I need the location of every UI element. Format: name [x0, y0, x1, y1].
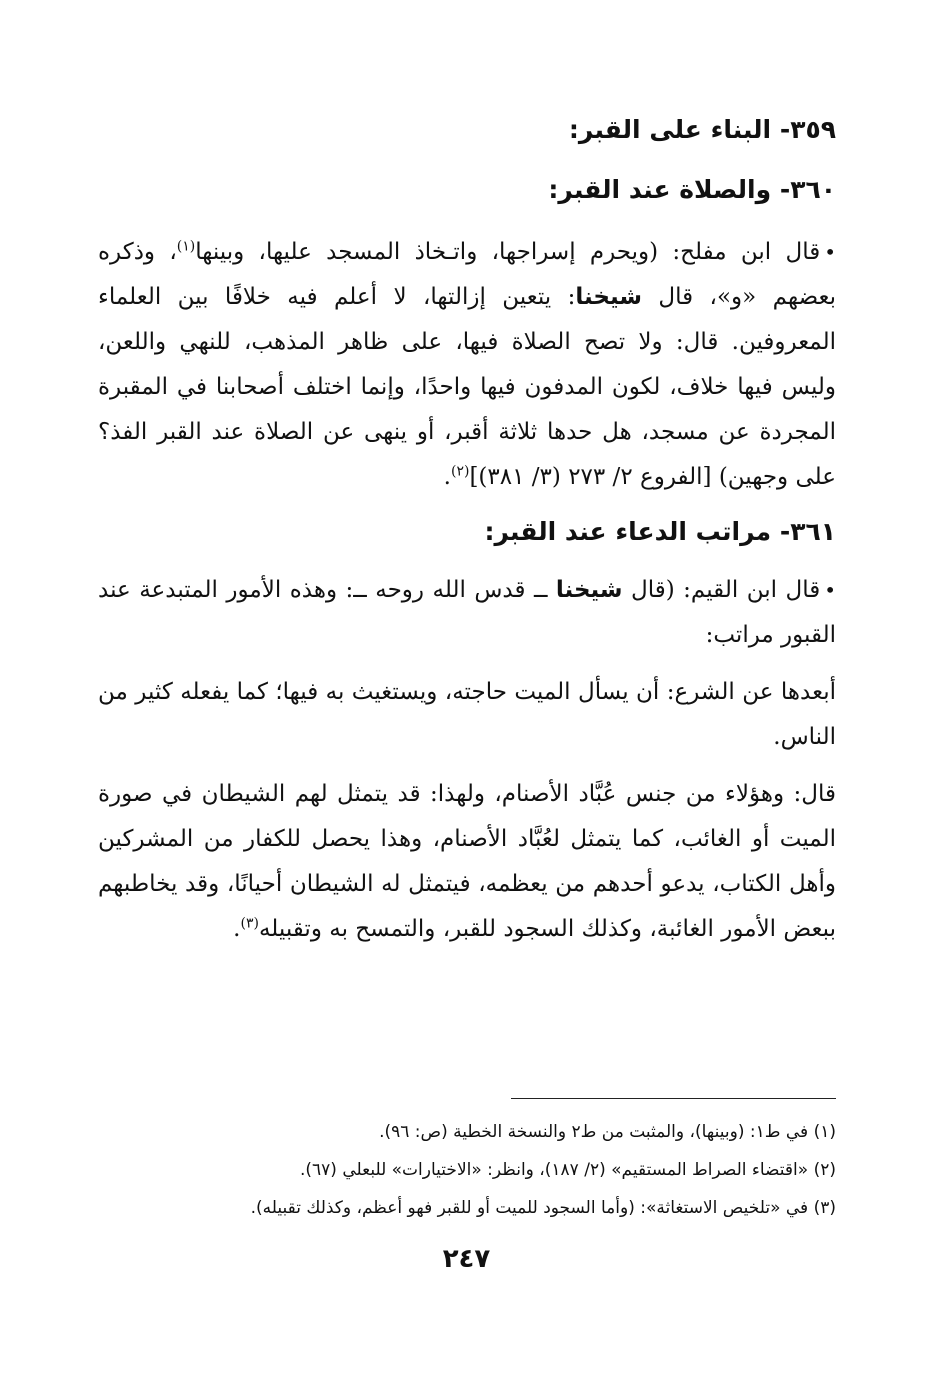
footnote-ref-2[interactable]: (٢)	[450, 463, 470, 480]
shaykh-label: شيخنا	[555, 577, 623, 603]
bullet-icon: •	[824, 240, 836, 264]
section-heading-361: ٣٦١- مراتب الدعاء عند القبر:	[484, 517, 836, 546]
text-run: .	[233, 916, 241, 942]
text-run: ، وذكره بعضهم «و»، قال	[98, 239, 837, 310]
paragraph-furthest-level: أبعدها عن الشرع: أن يسأل الميت حاجته، ويستغيث به فيها؛ كما يفعله كثير من الناس.	[98, 679, 836, 750]
footnote-divider	[511, 1098, 836, 1099]
main-text	[98, 108, 836, 952]
section-heading-360: ٣٦٠- والصلاة عند القبر:	[548, 175, 836, 204]
text-run: قال ابن القيم: (قال	[622, 577, 821, 603]
footnote-1: (١) في ط١: (وبينها)، والمثبت من ط٢ والنسخة الخطية (ص: ٩٦).	[379, 1122, 836, 1142]
paragraph-ibn-muflih	[98, 230, 836, 500]
bullet-icon: •	[824, 578, 836, 602]
footnote-2: (٢) «اقتضاء الصراط المستقيم» (٢/ ١٨٧)، وانظر: «الاختيارات» للبعلي (٦٧).	[299, 1160, 836, 1180]
text-run: : يتعين إزالتها، لا أعلم فيه خلافًا بين العلماء المعروفين. قال: ولا تصح الصلاة فيها، على ظاهر المذهب، للنهي واللعن، وليس فيها خلاف، لكون المدفون فيها واحدًا، وإنما اختلف أصحابنا في المقبرة المجردة عن مسجد، هل حدها ثلاثة أقبر، أو ينهى عن الصلاة عند القبر الفذ؟ على وجهين) [الفروع ٢/ ٢٧٣ (٣/ ٣٨١)]	[98, 284, 836, 490]
footnotes	[98, 1098, 836, 1227]
text-run: ــ قدس الله روحه ــ: وهذه الأمور المتبدعة عند القبور مراتب:	[98, 577, 836, 648]
footnote-3: (٣) في «تلخيص الاستغاثة»: (وأما السجود للميت أو للقبر فهو أعظم، وكذلك تقبيله).	[250, 1198, 836, 1218]
section-heading-359: ٣٥٩- البناء على القبر:	[568, 115, 836, 144]
footnote-ref-1[interactable]: (١)	[176, 238, 196, 255]
shaykh-label: شيخنا	[575, 284, 642, 310]
paragraph-idol-worshippers	[98, 772, 836, 952]
text-run: قال ابن مفلح: (ويحرم إسراجها، واتـخاذ المسجد عليها، وبينها	[195, 239, 821, 265]
footnote-ref-3[interactable]: (٣)	[240, 915, 259, 932]
text-run: قال: وهؤلاء من جنس عُبَّاد الأصنام، ولهذا: قد يتمثل لهم الشيطان في صورة الميت أو الغائب، كما يتمثل لعُبَّاد الأصنام، وهذا يحصل للكفار من المشركين وأهل الكتاب، يدعو أحدهم من يعظمه، فيتمثل له الشيطان أحيانًا، وقد يخاطبهم ببعض الأمور الغائبة، وكذلك السجود للقبر، والتمسح به وتقبيله	[98, 781, 836, 942]
page-number: ٢٤٧	[442, 1244, 491, 1274]
text-run: .	[443, 464, 451, 490]
paragraph-ibn-qayyim	[98, 568, 836, 658]
